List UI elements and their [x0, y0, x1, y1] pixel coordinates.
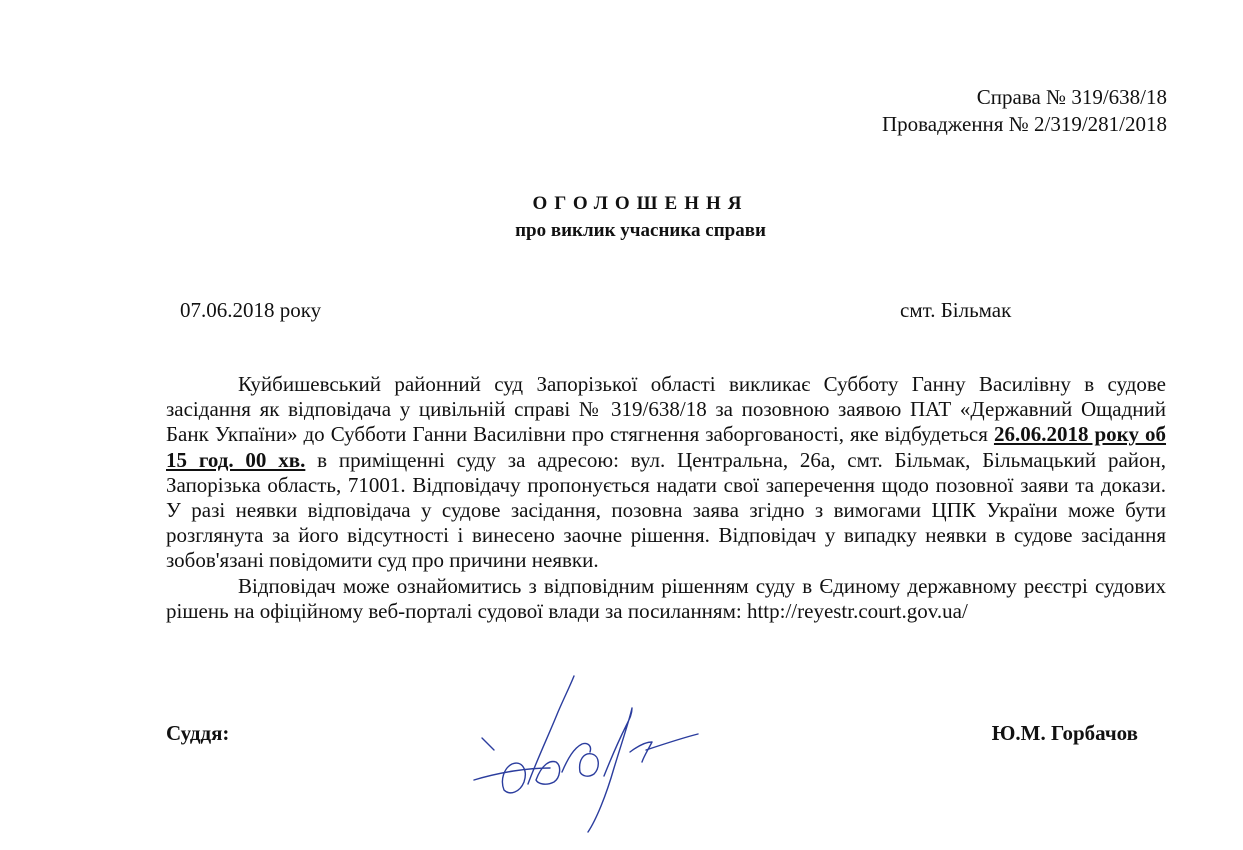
hearing-datetime: 26.06.2018 року об 15 год. 00 хв.: [166, 422, 1167, 472]
summons-text-start: Куйбишевський районний суд Запорізької області викликає Субботу Ганну Василівну в судове засідання як відповідача у цивільній справі № 319/638/18 за позовною заявою ПАТ «Державний Ощадний Банк Укпаїни» до Субботи Ганни Василівни про стягнення заборгованості, яке відбудеться: [166, 372, 1166, 447]
document-date: 07.06.2018 року: [180, 298, 322, 322]
case-number: Справа № 319/638/18: [976, 85, 1167, 109]
registry-paragraph: Відповідач може ознайомитись з відповідним рішенням суду в Єдиному державному реєстрі судових рішень на офіційному веб-порталі судової влади за посиланням: http://reyestr.court.gov.ua/: [166, 573, 1166, 623]
case-reference: [882, 84, 1167, 138]
announcement-body: [166, 372, 1166, 624]
judge-label: Суддя:: [166, 721, 230, 745]
proceeding-number: Провадження № 2/319/281/2018: [881, 112, 1167, 136]
document-subtitle: про виклик учасника справи: [515, 220, 766, 241]
document-title: ОГОЛОШЕННЯ: [532, 193, 749, 214]
announcement-heading: [0, 192, 1243, 244]
judge-name: Ю.М. Горбачов: [991, 721, 1138, 745]
summons-paragraph: [166, 372, 1166, 574]
signature-icon: [470, 672, 700, 837]
summons-text-end: в приміщенні суду за адресою: вул. Центральна, 26а, смт. Більмак, Більмацький район, Запорізька область, 71001. Відповідачу пропонується надати свої заперечення щодо позовної заяви та докази. У разі неявки відповідача у судове засідання, позовна заява згідно з вимогами ЦПК України може бути розглянута за його відсутності і винесено заочне рішення. Відповідач у випадку неявки в судове засідання зобов'язані повідомити суд про причини неявки.: [166, 447, 1167, 573]
document-place: смт. Більмак: [900, 298, 1012, 322]
